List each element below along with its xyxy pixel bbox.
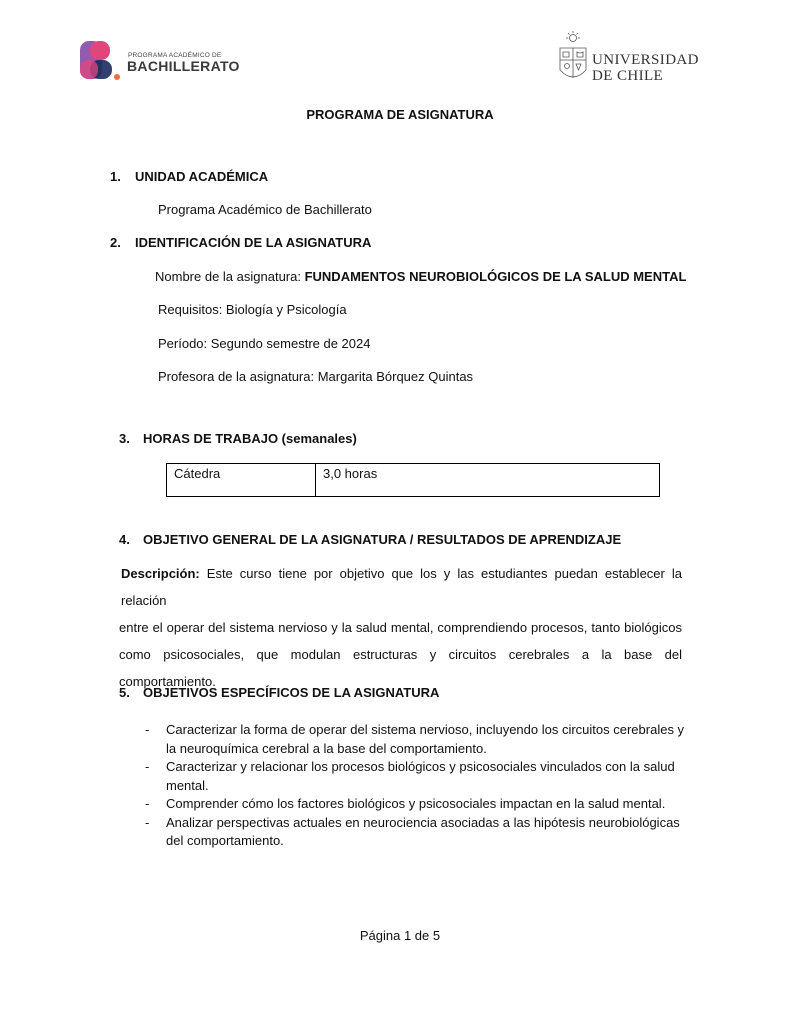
- periodo: Período: Segundo semestre de 2024: [158, 336, 371, 351]
- list-item: - Analizar perspectivas actuales en neurociencia asociadas a las hipótesis neurobiológicas del comportamiento.: [145, 814, 680, 848]
- profesora: Profesora de la asignatura: Margarita Bórquez Quintas: [158, 369, 474, 384]
- section-5-heading: [119, 685, 130, 700]
- description-label: Descripción:: [121, 566, 200, 581]
- section-3-title: HORAS DE TRABAJO (semanales): [143, 431, 357, 446]
- section-number: 5.: [119, 685, 130, 700]
- objective-text: Caracterizar la forma de operar del sistema nervioso, incluyendo los circuitos cerebrales y la neuroquímica cerebral a la base del comportamiento.: [166, 722, 685, 756]
- bachillerato-logo: [80, 40, 260, 82]
- description-line: Descripción: Este curso tiene por objetivo que los y las estudiantes puedan establecer la relación: [121, 566, 682, 608]
- list-item: - Comprender cómo los factores biológicos y psicosociales impactan en la salud mental.: [145, 796, 666, 811]
- section-4-heading: [119, 532, 130, 547]
- section-1-heading: [110, 169, 121, 184]
- section-number: 2.: [110, 235, 121, 250]
- description-line: comportamiento.: [119, 674, 216, 689]
- table-row: [167, 464, 660, 497]
- university-name-line2: DE CHILE: [592, 68, 664, 84]
- logo-small-text: PROGRAMA ACADÉMICO DE: [128, 52, 222, 59]
- nombre-asignatura: [155, 269, 686, 284]
- section-5-title: OBJETIVOS ESPECÍFICOS DE LA ASIGNATURA: [143, 685, 440, 700]
- logo-big-text: BACHILLERATO: [127, 58, 240, 74]
- section-number: 3.: [119, 431, 130, 446]
- nombre-label: Nombre de la asignatura:: [155, 269, 305, 284]
- description-line: entre el operar del sistema nervioso y la salud mental, comprendiendo procesos, tanto biológicos: [119, 620, 682, 635]
- document-title: PROGRAMA DE ASIGNATURA: [306, 107, 494, 122]
- requisitos: Requisitos: Biología y Psicología: [158, 302, 347, 317]
- hours-label-cell: Cátedra: [167, 464, 316, 497]
- university-crest-icon: [557, 30, 589, 84]
- section-2-title: IDENTIFICACIÓN DE LA ASIGNATURA: [135, 235, 372, 250]
- section-number: 4.: [119, 532, 130, 547]
- specific-objectives-list: [145, 721, 685, 851]
- objective-text: Analizar perspectivas actuales en neurociencia asociadas a las hipótesis neurobiológicas del comportamiento.: [166, 814, 680, 848]
- objective-text: Comprender cómo los factores biológicos y psicosociales impactan en la salud mental.: [166, 796, 666, 811]
- page-number: Página 1 de 5: [359, 928, 441, 943]
- section-number: 1.: [110, 169, 121, 184]
- hours-value-cell: 3,0 horas: [316, 464, 660, 497]
- list-item: - Caracterizar la forma de operar del sistema nervioso, incluyendo los circuitos cerebrales y la neuroquímica cerebral a la base del comportamiento.: [145, 722, 685, 756]
- description-paragraph: [119, 560, 682, 695]
- section-3-heading: [119, 431, 130, 446]
- nombre-value: FUNDAMENTOS NEUROBIOLÓGICOS DE LA SALUD MENTAL: [304, 269, 687, 284]
- section-1-title: UNIDAD ACADÉMICA: [135, 169, 269, 184]
- bachillerato-logo-mark: [80, 40, 126, 82]
- unidad-academica-value: Programa Académico de Bachillerato: [158, 202, 372, 217]
- hours-table: [166, 463, 660, 497]
- section-4-title: OBJETIVO GENERAL DE LA ASIGNATURA / RESULTADOS DE APRENDIZAJE: [143, 532, 622, 547]
- university-name-line1: UNIVERSIDAD: [592, 52, 699, 68]
- list-item: - Caracterizar y relacionar los procesos biológicos y psicosociales vinculados con la salud mental.: [145, 759, 675, 793]
- description-line: como psicosociales, que modulan estructuras y circuitos cerebrales a la base del: [119, 647, 682, 662]
- universidad-de-chile-logo: [557, 30, 697, 86]
- objective-text: Caracterizar y relacionar los procesos biológicos y psicosociales vinculados con la salud mental.: [166, 759, 675, 793]
- section-2-heading: [110, 235, 121, 250]
